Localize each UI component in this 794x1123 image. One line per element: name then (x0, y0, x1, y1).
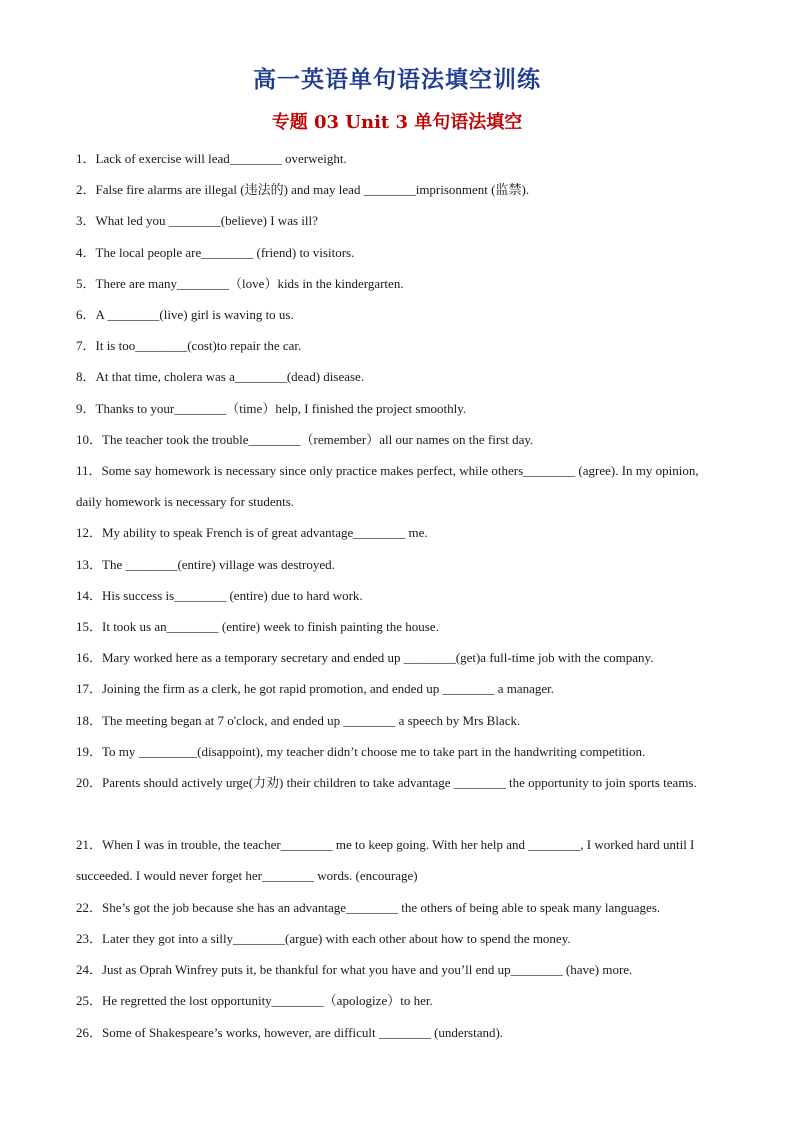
question-1: 1．Lack of exercise will lead________ overweight. (76, 151, 347, 166)
question-4: 4．The local people are________ (friend) to visitors. (76, 245, 355, 260)
question-10: 10．The teacher took the trouble________（remember）all our names on the first day. (76, 432, 534, 447)
question-11: 11．Some say homework is necessary since only practice makes perfect, while others________ (agree). In my opinion, daily homework is necessary for students. (76, 463, 699, 510)
question-7: 7．It is too________(cost)to repair the car. (76, 338, 302, 353)
question-12: 12．My ability to speak French is of great advantage________ me. (76, 525, 428, 540)
question-19: 19．To my _________(disappoint), my teacher didn’t choose me to take part in the handwriting competition. (76, 744, 646, 759)
question-17: 17．Joining the firm as a clerk, he got rapid promotion, and ended up ________ a manager. (76, 681, 554, 696)
question-13: 13．The ________(entire) village was destroyed. (76, 557, 335, 572)
question-3: 3．What led you ________(believe) I was ill? (76, 213, 318, 228)
page-subtitle: 专题 03 Unit 3 单句语法填空 (271, 112, 523, 133)
question-14: 14．His success is________ (entire) due to hard work. (76, 588, 363, 603)
question-22: 22．She’s got the job because she has an advantage________ the others of being able to speak many languages. (76, 900, 661, 915)
question-24: 24．Just as Oprah Winfrey puts it, be thankful for what you have and you’ll end up________ (have) more. (76, 962, 633, 977)
question-20: 20．Parents should actively urge(力劝) their children to take advantage ________ the opportunity to join sports teams. (76, 775, 697, 790)
question-15: 15．It took us an________ (entire) week to finish painting the house. (76, 619, 439, 634)
question-26: 26．Some of Shakespeare’s works, however, are difficult ________ (understand). (76, 1025, 504, 1040)
question-21: 21．When I was in trouble, the teacher________ me to keep going. With her help and ________, I worked hard until I succeeded. I would never forget her________ words. (encourage) (76, 837, 695, 884)
question-16: 16．Mary worked here as a temporary secretary and ended up ________(get)a full-time job with the company. (76, 650, 654, 665)
question-8: 8．At that time, cholera was a________(dead) disease. (76, 369, 365, 384)
question-6: 6．A ________(live) girl is waving to us. (76, 307, 294, 322)
question-5: 5．There are many________（love）kids in the kindergarten. (76, 276, 404, 291)
question-25: 25．He regretted the lost opportunity________（apologize）to her. (76, 993, 433, 1008)
question-18: 18．The meeting began at 7 o'clock, and ended up ________ a speech by Mrs Black. (76, 713, 521, 728)
question-2: 2．False fire alarms are illegal (违法的) and may lead ________imprisonment (监禁). (76, 182, 530, 197)
question-9: 9．Thanks to your________（time）help, I finished the project smoothly. (76, 401, 467, 416)
page-title: 高一英语单句语法填空训练 (253, 66, 541, 93)
question-23: 23．Later they got into a silly________(argue) with each other about how to spend the money. (76, 931, 571, 946)
